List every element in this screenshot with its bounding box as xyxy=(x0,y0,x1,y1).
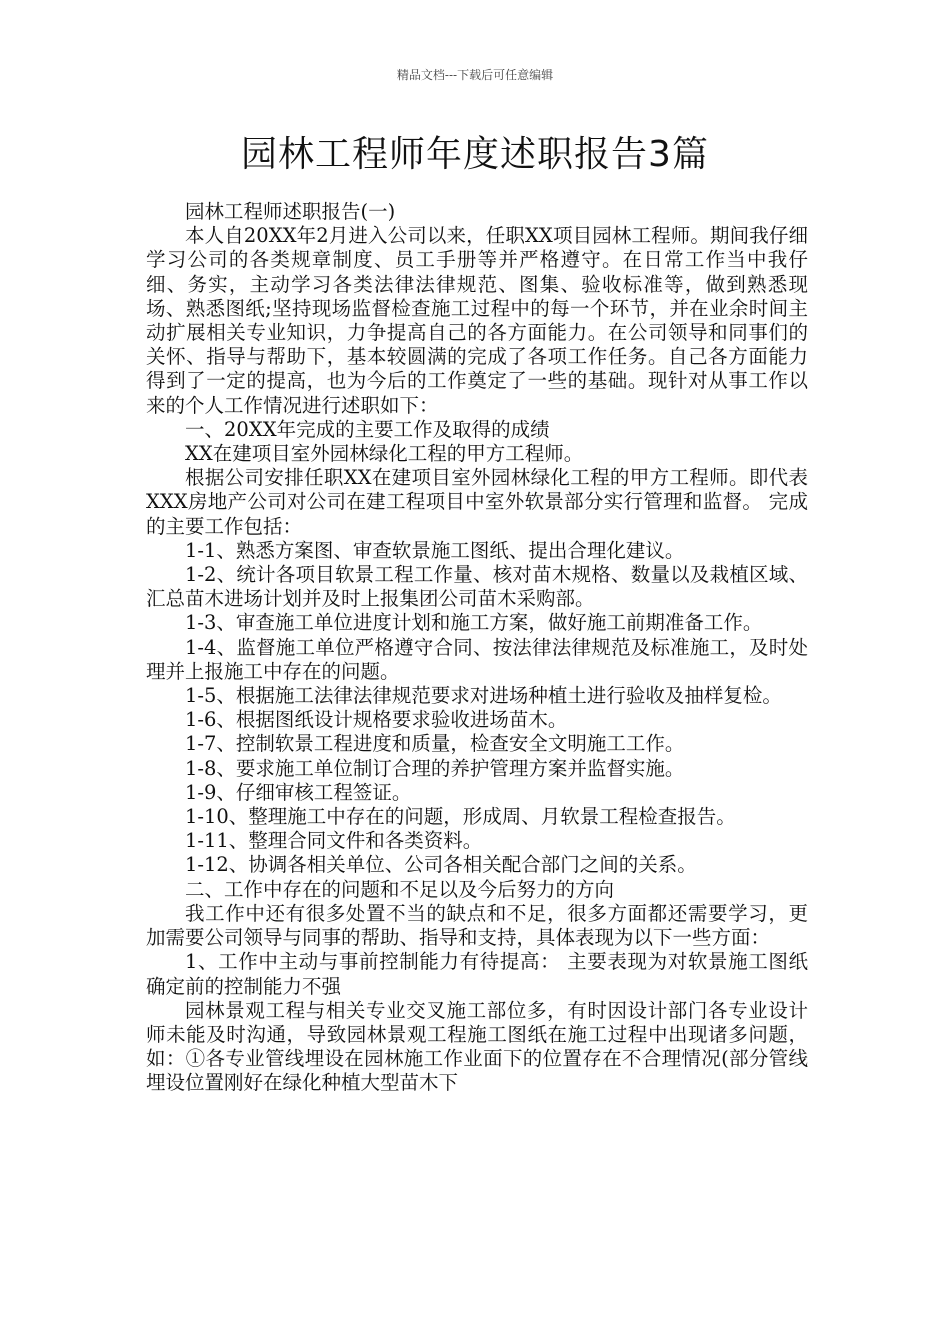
section-heading-report-1: 园林工程师述职报告(一) xyxy=(185,200,396,223)
role-paragraph: XX在建项目室外园林绿化工程的甲方工程师。 xyxy=(185,442,584,466)
header-note: 精品文档---下载后可任意编辑 xyxy=(396,68,554,82)
document-body xyxy=(146,200,808,1096)
work-item-1-4: 1-4、监督施工单位严格遵守合同、按法律法律规范及标准施工，及时处理并上报施工中存在的问题。 xyxy=(146,635,808,683)
work-item-1-7: 1-7、控制软景工程进度和质量，检查安全文明施工工作。 xyxy=(185,732,685,756)
document-title: 园林工程师年度述职报告3篇 xyxy=(241,134,709,175)
work-item-1-9: 1-9、仔细审核工程签证。 xyxy=(185,780,412,804)
problem-detail-paragraph: 园林景观工程与相关专业交叉施工部位多，有时因设计部门各专业设计师未能及时沟通，导致园林景观工程施工图纸在施工过程中出现诸多问题，如：①各专业管线埋设在园林施工作业面下的位置存在不合理情况(部分管线埋设位置刚好在绿化种植大型苗木下 xyxy=(146,998,808,1095)
duty-paragraph: 根据公司安排任职XX在建项目室外园林绿化工程的甲方工程师。即代表XXX房地产公司对公司在建工程项目中室外软景部分实行管理和监督。 完成的主要工作包括： xyxy=(146,466,808,538)
section-heading-problems: 二、工作中存在的问题和不足以及今后努力的方向 xyxy=(185,877,615,901)
section-heading-achievements: 一、20XX年完成的主要工作及取得的成绩 xyxy=(185,417,550,441)
work-item-1-8: 1-8、要求施工单位制订合理的养护管理方案并监督实施。 xyxy=(185,756,685,780)
work-item-1-5: 1-5、根据施工法律法律规范要求对进场种植土进行验收及抽样复检。 xyxy=(185,684,782,708)
problem-item-1: 1、工作中主动与事前控制能力有待提高： 主要表现为对软景施工图纸确定前的控制能力不强 xyxy=(146,950,808,998)
intro-paragraph: 本人自20XX年2月进入公司以来，任职XX项目园林工程师。期间我仔细学习公司的各类规章制度、员工手册等并严格遵守。在日常工作当中我仔细、务实，主动学习各类法律法律规范、图集、验收标准等，做到熟悉现场、熟悉图纸;坚持现场监督检查施工过程中的每一个环节，并在业余时间主动扩展相关专业知识，力争提高自己的各方面能力。在公司领导和同事们的关怀、指导与帮助下，基本较圆满的完成了各项工作任务。自己各方面能力得到了一定的提高，也为今后的工作奠定了一些的基础。现针对从事工作以来的个人工作情况进行述职如下： xyxy=(146,224,808,417)
work-item-1-12: 1-12、协调各相关单位、公司各相关配合部门之间的关系。 xyxy=(185,853,697,877)
problems-intro-paragraph: 我工作中还有很多处置不当的缺点和不足，很多方面都还需要学习，更加需要公司领导与同事的帮助、指导和支持，具体表现为以下一些方面： xyxy=(146,901,808,950)
work-item-1-11: 1-11、整理合同文件和各类资料。 xyxy=(185,829,483,853)
work-item-1-1: 1-1、熟悉方案图、审查软景施工图纸、提出合理化建议。 xyxy=(185,538,685,562)
work-item-1-2: 1-2、统计各项目软景工程工作量、核对苗木规格、数量以及栽植区域、汇总苗木进场计划并及时上报集团公司苗木采购部。 xyxy=(146,563,808,611)
work-item-1-6: 1-6、根据图纸设计规格要求验收进场苗木。 xyxy=(185,708,568,732)
work-item-1-3: 1-3、审查施工单位进度计划和施工方案，做好施工前期准备工作。 xyxy=(185,611,763,635)
work-item-1-10: 1-10、整理施工中存在的问题，形成周、月软景工程检查报告。 xyxy=(185,805,736,829)
